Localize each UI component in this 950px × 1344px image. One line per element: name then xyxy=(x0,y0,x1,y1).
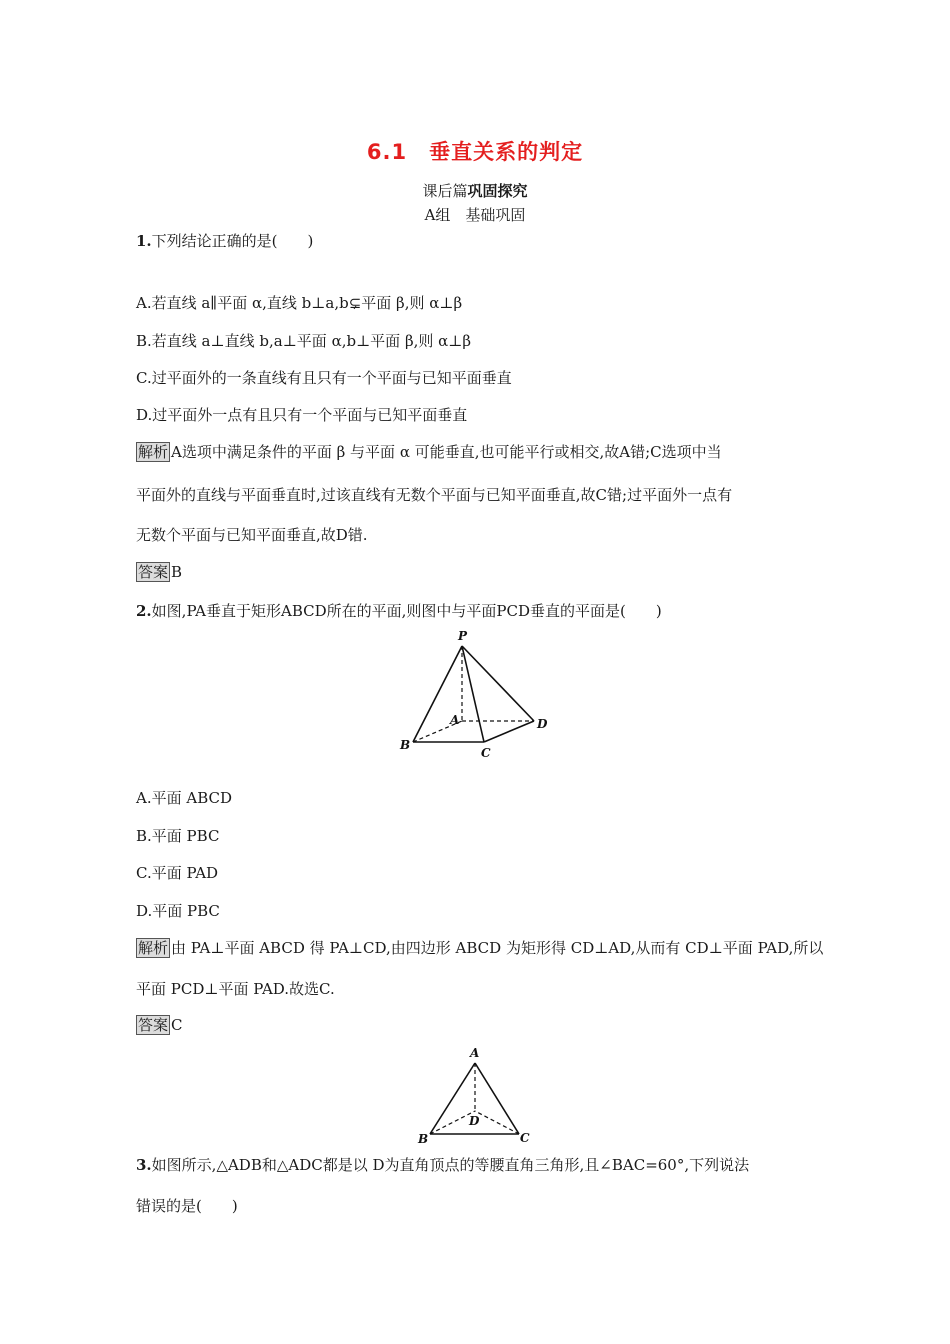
analysis-tag: 解析 xyxy=(138,443,169,461)
section-subtitle: 课后篇巩固探究 xyxy=(422,182,528,200)
question-3-stem-line-1: 3.如图所示,△ADB和△ADC都是以 D为直角顶点的等腰直角三角形,且∠BAC=60°,下列说法 xyxy=(136,1156,750,1174)
label-a: A xyxy=(450,713,460,727)
label-b: B xyxy=(400,738,411,752)
label-b: B xyxy=(418,1132,429,1146)
group-label: A组 基础巩固 xyxy=(424,206,526,224)
q1-analysis-line-1: 解析 A选项中满足条件的平面 β 与平面 α 可能垂直,也可能平行或相交,故A错;C选项中当 xyxy=(138,443,722,461)
q2-answer: 答案 C xyxy=(138,1016,183,1034)
analysis-tag: 解析 xyxy=(138,939,169,957)
q1-option-d: D.过平面外一点有且只有一个平面与已知平面垂直 xyxy=(136,406,468,424)
label-p: P xyxy=(458,629,468,643)
q2-analysis-line-2: 平面 PCD⊥平面 PAD.故选C. xyxy=(136,980,335,998)
label-c: C xyxy=(481,746,491,760)
tetrahedron-figure xyxy=(412,1043,542,1148)
q1-analysis-line-2: 平面外的直线与平面垂直时,过该直线有无数个平面与已知平面垂直,故C错;过平面外一点有 xyxy=(136,486,733,504)
question-3-stem-line-2: 错误的是( ) xyxy=(136,1197,238,1215)
q2-analysis-line-1: 解析 由 PA⊥平面 ABCD 得 PA⊥CD,由四边形 ABCD 为矩形得 CD⊥AD,从而有 CD⊥平面 PAD,所以 xyxy=(138,939,824,957)
question-1-stem: 1.下列结论正确的是( ) xyxy=(136,232,314,250)
label-c: C xyxy=(520,1131,530,1145)
q1-answer: 答案 B xyxy=(138,563,183,581)
q1-option-b: B.若直线 a⊥直线 b,a⊥平面 α,b⊥平面 β,则 α⊥β xyxy=(136,332,472,350)
q1-option-a: A.若直线 a∥平面 α,直线 b⊥a,b⊊平面 β,则 α⊥β xyxy=(136,294,463,312)
label-d: D xyxy=(469,1114,480,1128)
pyramid-figure xyxy=(395,628,555,763)
answer-tag: 答案 xyxy=(138,563,169,581)
q2-option-c: C.平面 PAD xyxy=(136,864,219,882)
q1-option-c: C.过平面外的一条直线有且只有一个平面与已知平面垂直 xyxy=(136,369,512,387)
q2-option-a: A.平面 ABCD xyxy=(136,789,233,807)
q2-option-d: D.平面 PBC xyxy=(136,902,220,920)
question-2-stem: 2.如图,PA垂直于矩形ABCD所在的平面,则图中与平面PCD垂直的平面是( ) xyxy=(136,602,662,620)
q1-analysis-line-3: 无数个平面与已知平面垂直,故D错. xyxy=(136,526,368,544)
label-d: D xyxy=(537,717,548,731)
q2-option-b: B.平面 PBC xyxy=(136,827,220,845)
answer-tag: 答案 xyxy=(138,1016,169,1034)
label-a: A xyxy=(470,1046,480,1060)
section-title: 6.1 垂直关系的判定 xyxy=(366,140,584,164)
